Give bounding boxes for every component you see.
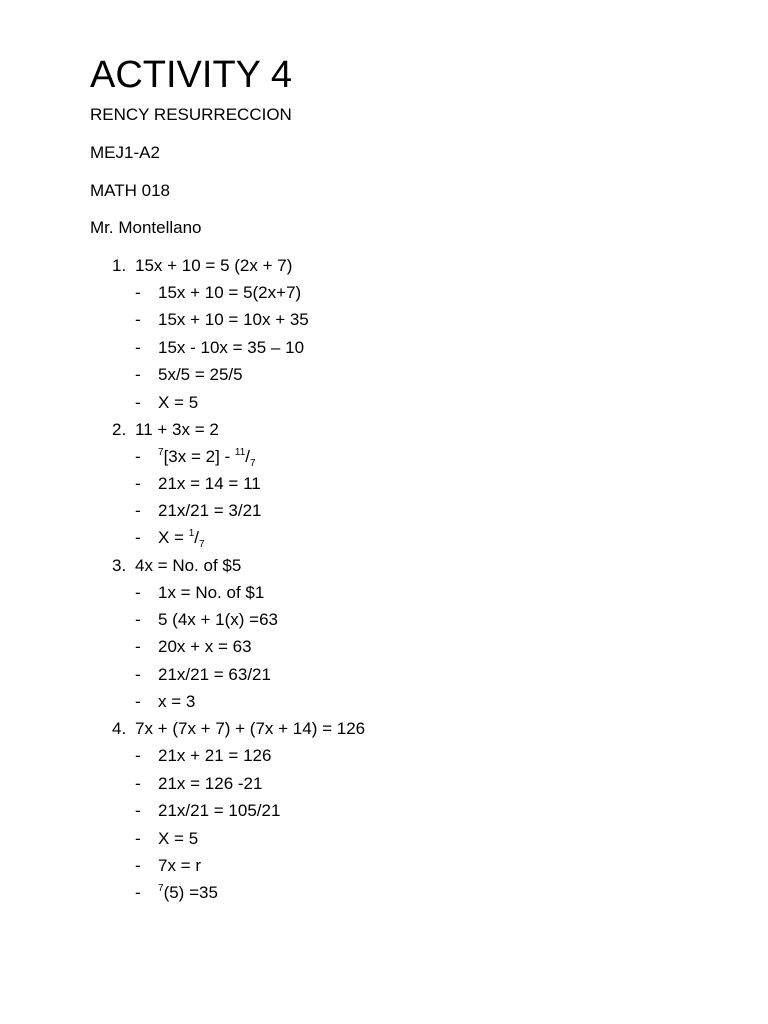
step-text: X = 5 xyxy=(158,393,199,412)
step-text: 21x/21 = 63/21 xyxy=(158,665,271,684)
dash-marker: - xyxy=(135,829,141,848)
dash-marker: - xyxy=(135,338,141,357)
problem-1 xyxy=(112,255,292,277)
fraction-numerator: 1 xyxy=(188,528,195,539)
dash-marker: - xyxy=(135,501,141,520)
dash-marker: - xyxy=(135,801,141,820)
solution-step xyxy=(135,473,261,495)
solution-step xyxy=(135,855,201,877)
solution-step xyxy=(135,337,304,359)
problem-4 xyxy=(112,718,365,740)
solution-step xyxy=(135,282,301,304)
solution-step xyxy=(135,745,271,767)
step-text: x = 3 xyxy=(158,692,196,711)
solution-step xyxy=(135,636,252,658)
superscript-multiplier: 7 xyxy=(158,883,164,894)
step-text: (5) =35 xyxy=(163,883,218,902)
dash-marker: - xyxy=(135,310,141,329)
solution-step xyxy=(135,500,262,522)
problem-3 xyxy=(112,555,241,577)
instructor-name: Mr. Montellano xyxy=(90,218,202,237)
dash-marker: - xyxy=(135,883,141,902)
dash-marker: - xyxy=(135,283,141,302)
solution-step xyxy=(135,446,256,468)
step-text: X = 5 xyxy=(158,829,199,848)
step-prefix: X = xyxy=(158,528,189,547)
step-text: 1x = No. of $1 xyxy=(158,583,265,602)
section-code: MEJ1-A2 xyxy=(90,143,160,162)
step-text: 5 (4x + 1(x) =63 xyxy=(158,610,279,629)
dash-marker: - xyxy=(135,610,141,629)
problem-statement: 15x + 10 = 5 (2x + 7) xyxy=(135,256,293,275)
step-text: 21x/21 = 3/21 xyxy=(158,501,262,520)
fraction-slash: / xyxy=(245,447,251,466)
problem-number: 2. xyxy=(112,420,127,439)
dash-marker: - xyxy=(135,474,141,493)
dash-marker: - xyxy=(135,692,141,711)
fraction-denominator: 7 xyxy=(199,539,205,550)
problem-2 xyxy=(112,419,219,441)
step-text: 21x/21 = 105/21 xyxy=(158,801,281,820)
step-text: 21x = 126 -21 xyxy=(158,774,263,793)
problem-number: 4. xyxy=(112,719,127,738)
solution-step xyxy=(135,882,218,904)
dash-marker: - xyxy=(135,528,141,547)
problem-number: 1. xyxy=(112,256,127,275)
document-title: ACTIVITY 4 xyxy=(90,54,293,96)
dash-marker: - xyxy=(135,447,141,466)
step-text: 20x + x = 63 xyxy=(158,637,252,656)
solution-step xyxy=(135,527,205,549)
solution-step xyxy=(135,392,198,414)
dash-marker: - xyxy=(135,774,141,793)
dash-marker: - xyxy=(135,746,141,765)
problem-statement: 11 + 3x = 2 xyxy=(135,420,219,439)
dash-marker: - xyxy=(135,583,141,602)
step-text: 5x/5 = 25/5 xyxy=(158,365,243,384)
dash-marker: - xyxy=(135,637,141,656)
dash-marker: - xyxy=(135,393,141,412)
problem-number: 3. xyxy=(112,556,127,575)
step-text: 15x + 10 = 10x + 35 xyxy=(158,310,309,329)
solution-step xyxy=(135,828,198,850)
superscript-multiplier: 7 xyxy=(158,447,164,458)
solution-step xyxy=(135,800,280,822)
step-text: 15x + 10 = 5(2x+7) xyxy=(158,283,302,302)
step-text: 21x + 21 = 126 xyxy=(158,746,272,765)
step-text: 21x = 14 = 11 xyxy=(158,474,261,493)
fraction-numerator: 11 xyxy=(234,447,246,458)
dash-marker: - xyxy=(135,856,141,875)
fraction-slash: / xyxy=(194,528,200,547)
solution-step xyxy=(135,309,309,331)
student-name: RENCY RESURRECCION xyxy=(90,105,292,124)
solution-step xyxy=(135,582,264,604)
solution-step xyxy=(135,664,271,686)
problem-statement: 7x + (7x + 7) + (7x + 14) = 126 xyxy=(135,719,366,738)
step-text: 7x = r xyxy=(158,856,201,875)
solution-step xyxy=(135,364,243,386)
course-code: MATH 018 xyxy=(90,181,170,200)
fraction-denominator: 7 xyxy=(250,458,256,469)
problem-statement: 4x = No. of $5 xyxy=(135,556,242,575)
step-text: 15x - 10x = 35 – 10 xyxy=(158,338,305,357)
solution-step xyxy=(135,609,278,631)
dash-marker: - xyxy=(135,665,141,684)
solution-step xyxy=(135,691,195,713)
solution-step xyxy=(135,773,262,795)
dash-marker: - xyxy=(135,365,141,384)
step-text: [3x = 2] - xyxy=(163,447,235,466)
